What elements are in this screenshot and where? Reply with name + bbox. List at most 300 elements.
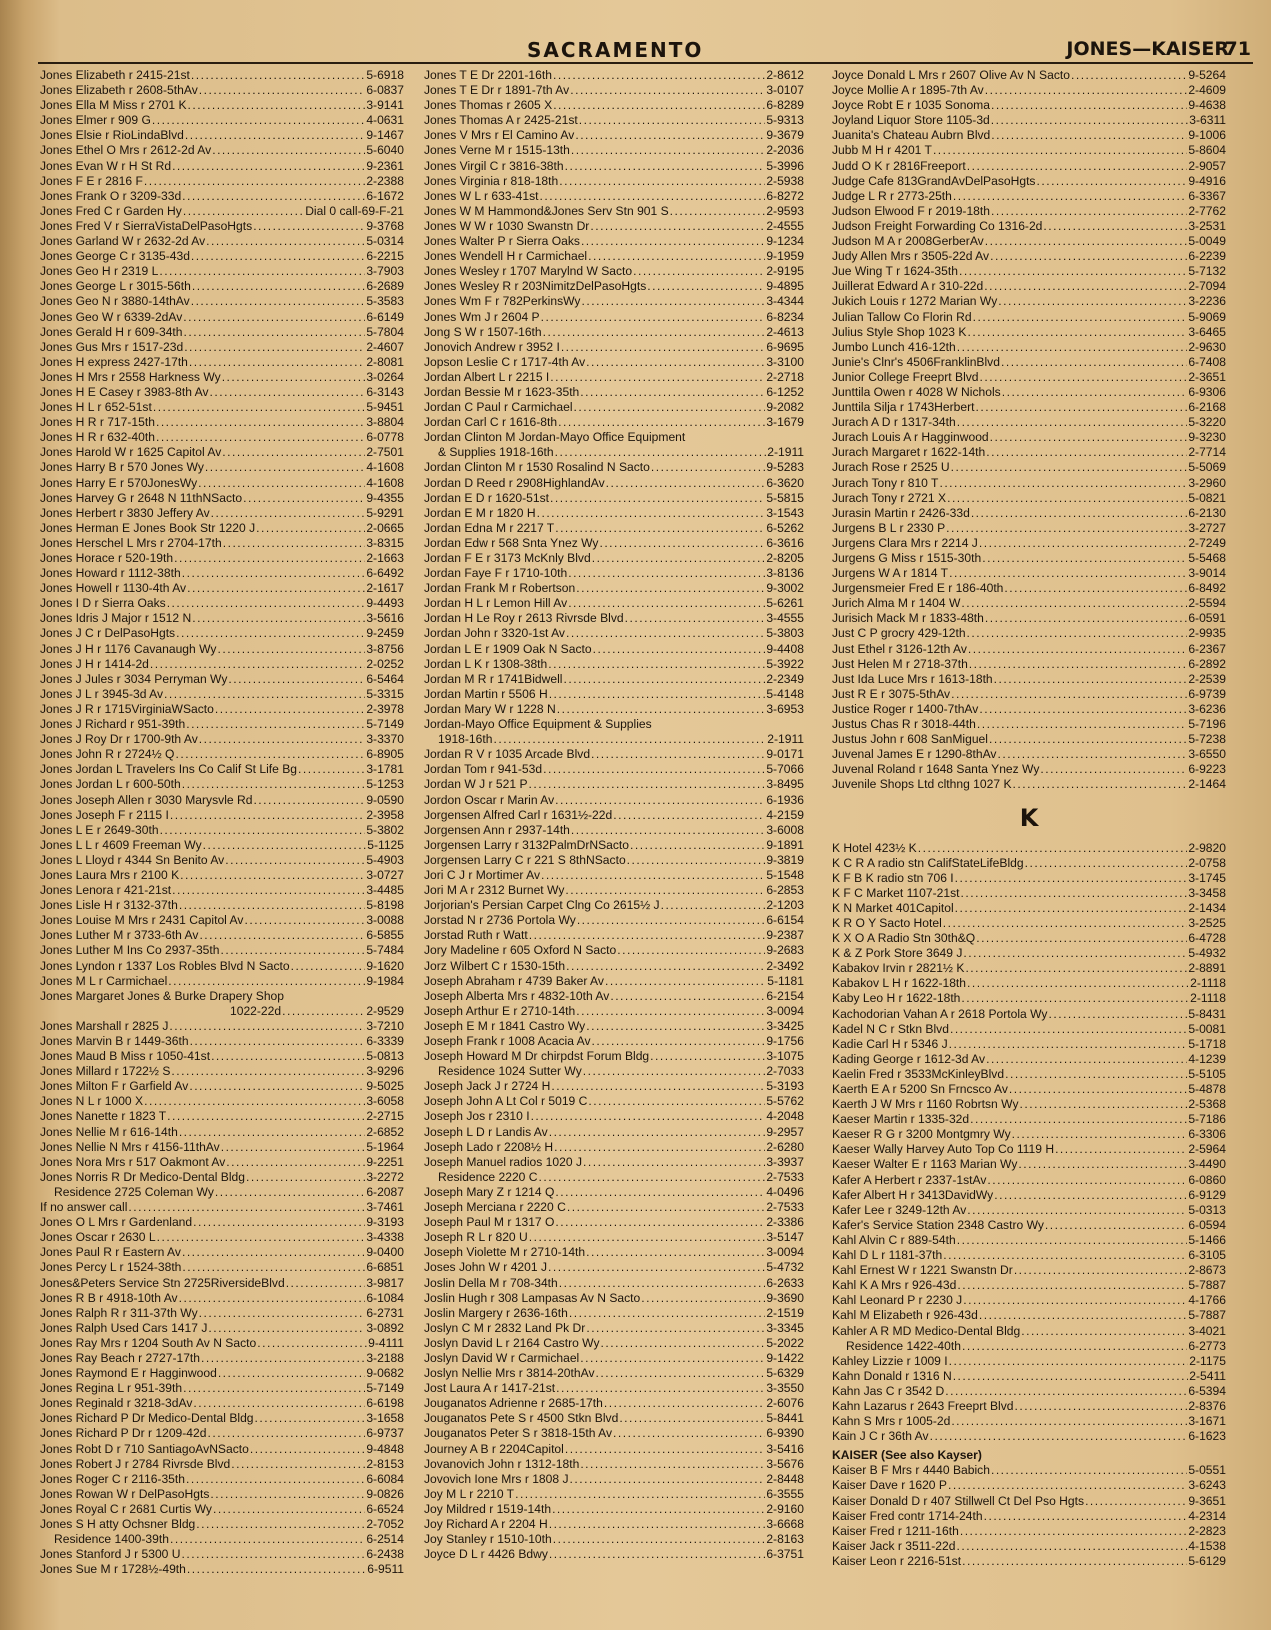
leader-dots bbox=[568, 566, 765, 581]
listing-name: Jones L Lloyd r 4344 Sn Benito Av bbox=[40, 852, 225, 867]
listing-name: Just R E r 3075-5thAv bbox=[832, 686, 951, 701]
listing-name: Jones Geo H r 2319 L bbox=[40, 264, 159, 279]
listing-phone: 9-4638 bbox=[1188, 98, 1226, 113]
listing-phone: 6-3367 bbox=[1188, 188, 1226, 203]
page-header bbox=[40, 38, 1251, 64]
listing-entry bbox=[832, 1188, 1226, 1203]
listing-phone: 6-2154 bbox=[766, 988, 804, 1003]
listing-phone: 5-3996 bbox=[766, 158, 804, 173]
listing-entry bbox=[424, 808, 804, 823]
listing-entry bbox=[424, 1547, 804, 1562]
leader-dots bbox=[930, 1429, 1188, 1444]
listing-phone: 3-0727 bbox=[366, 867, 404, 882]
leader-dots bbox=[1071, 68, 1187, 83]
listing-entry bbox=[40, 959, 404, 974]
listing-phone: 9-4895 bbox=[766, 279, 804, 294]
listing-entry bbox=[424, 113, 804, 128]
listing-name: Jones Reginald r 3218-3dAv bbox=[40, 1396, 193, 1411]
listing-name: K N Market 401Capitol bbox=[832, 900, 954, 915]
listing-entry bbox=[424, 566, 804, 581]
listing-entry bbox=[424, 853, 804, 868]
listing-phone: 3-2727 bbox=[1188, 520, 1226, 535]
leader-dots bbox=[559, 174, 765, 189]
listing-phone: 3-8804 bbox=[366, 415, 404, 430]
listing-name: Jones Oscar r 2630 L bbox=[40, 1230, 156, 1245]
leader-dots bbox=[189, 1079, 365, 1094]
leader-dots bbox=[599, 536, 765, 551]
listing-phone: 5-2022 bbox=[766, 1335, 804, 1350]
listing-name: Jones Royal C r 2681 Curtis Wy bbox=[40, 1501, 212, 1516]
listing-name: Jones Roger C r 2116-35th bbox=[40, 1471, 185, 1486]
listing-phone: 6-8272 bbox=[766, 188, 804, 203]
listing-name: Jordan H L r Lemon Hill Av bbox=[424, 596, 568, 611]
directory-column-3 bbox=[832, 68, 1226, 1628]
listing-phone: 5-1181 bbox=[767, 973, 804, 988]
listing-phone: 6-0594 bbox=[1188, 1217, 1226, 1232]
leader-dots bbox=[168, 974, 365, 989]
leader-dots bbox=[191, 68, 365, 83]
listing-phone: 6-6524 bbox=[366, 1501, 404, 1516]
listing-phone: 5-6129 bbox=[1188, 1553, 1226, 1568]
listing-phone: 9-2459 bbox=[366, 626, 404, 641]
listing-phone: 3-6668 bbox=[766, 1517, 804, 1531]
listing-phone: 9-3193 bbox=[366, 1215, 404, 1230]
leader-dots bbox=[1015, 1399, 1188, 1414]
leader-dots bbox=[957, 1278, 1187, 1293]
listing-entry bbox=[832, 1539, 1226, 1554]
leader-dots bbox=[150, 657, 365, 672]
listing-name: Just Ethel r 3126-12th Av bbox=[832, 641, 967, 656]
leader-dots bbox=[633, 264, 765, 279]
leader-dots bbox=[613, 1426, 765, 1441]
leader-dots bbox=[601, 1336, 766, 1351]
leader-dots bbox=[1055, 1142, 1187, 1157]
listing-phone: 3-8136 bbox=[766, 566, 804, 581]
listing-phone: 2-0665 bbox=[366, 520, 404, 535]
leader-dots bbox=[1005, 1067, 1187, 1082]
leader-dots bbox=[540, 189, 766, 204]
listing-phone: 6-1623 bbox=[1188, 1429, 1226, 1444]
leader-dots bbox=[211, 506, 366, 521]
listing-phone: 6-9739 bbox=[1188, 686, 1226, 701]
listing-phone: 5-7484 bbox=[366, 943, 404, 958]
listing-entry bbox=[424, 626, 804, 641]
listing-name: Kaeser Wally Harvey Auto Top Co 1119 H bbox=[832, 1142, 1055, 1157]
listing-name: Just C P grocry 429-12th bbox=[832, 626, 966, 641]
listing-name: Jones M L r Carmichael bbox=[40, 973, 168, 988]
leader-dots bbox=[549, 1517, 766, 1532]
listing-phone: 2-2388 bbox=[366, 173, 404, 188]
listing-entry bbox=[424, 68, 804, 83]
listing-entry bbox=[832, 1494, 1226, 1509]
leader-dots bbox=[574, 400, 766, 415]
listing-phone: 3-1658 bbox=[366, 1411, 404, 1426]
listing-phone: 6-6149 bbox=[366, 309, 404, 324]
leader-dots bbox=[985, 83, 1188, 98]
listing-name: Jurach A D r 1317-34th bbox=[832, 415, 956, 430]
listing-entry bbox=[832, 355, 1226, 370]
listing-name: Kahl Alvin C r 889-54th bbox=[832, 1232, 956, 1247]
listing-phone: 6-2087 bbox=[366, 1184, 404, 1199]
listing-entry bbox=[832, 1233, 1226, 1248]
listing-entry bbox=[832, 1082, 1226, 1097]
listing-entry bbox=[40, 1487, 404, 1502]
listing-name: Jori M A r 2312 Burnet Wy bbox=[424, 883, 565, 898]
listing-entry bbox=[424, 913, 804, 928]
listing-entry bbox=[424, 385, 804, 400]
listing-phone: 5-1964 bbox=[366, 1139, 404, 1154]
listing-entry bbox=[832, 536, 1226, 551]
listing-phone: 5-8604 bbox=[1188, 143, 1226, 158]
listing-phone: 9-0171 bbox=[766, 747, 804, 762]
listing-phone: 2-3958 bbox=[366, 807, 404, 822]
listing-name: Jurgens W A r 1814 T bbox=[832, 566, 949, 581]
listing-name: Jones Elizabeth r 2415-21st bbox=[40, 68, 190, 82]
leader-dots bbox=[172, 883, 365, 898]
listing-phone: 3-9141 bbox=[366, 98, 404, 113]
listing-entry bbox=[40, 974, 404, 989]
listing-entry bbox=[424, 1517, 804, 1532]
section-letter: K bbox=[1019, 803, 1039, 832]
listing-name: Jones Margaret Jones & Burke Drapery Shop bbox=[40, 988, 285, 1003]
listing-name: Jovanovich John r 1312-18th bbox=[424, 1456, 580, 1471]
listing-entry bbox=[40, 808, 404, 823]
leader-dots bbox=[256, 521, 365, 536]
listing-name: Jordan Bessie M r 1623-35th bbox=[424, 384, 580, 399]
listing-phone: 2-8153 bbox=[366, 1456, 404, 1471]
listing-phone: 2-2539 bbox=[1188, 671, 1226, 686]
leader-dots bbox=[211, 1049, 365, 1064]
listing-phone: 9-2082 bbox=[766, 400, 804, 415]
listing-name: Kadel N C r Stkn Blvd bbox=[832, 1021, 949, 1036]
listing-phone: 5-5105 bbox=[1188, 1066, 1226, 1081]
listing-name: Kahley Lizzie r 1009 I bbox=[832, 1353, 948, 1368]
listing-entry bbox=[832, 143, 1226, 158]
listing-name: Jones Regina L r 951-39th bbox=[40, 1381, 183, 1396]
listing-name: Residence 2220 C bbox=[438, 1169, 538, 1184]
listing-phone: 6-2438 bbox=[366, 1547, 404, 1562]
leader-dots bbox=[580, 385, 765, 400]
listing-entry bbox=[832, 1022, 1226, 1037]
listing-phone: 9-4408 bbox=[766, 641, 804, 656]
leader-dots bbox=[541, 868, 765, 883]
listing-entry bbox=[40, 294, 404, 309]
listing-phone: 9-2683 bbox=[766, 943, 804, 958]
listing-name: Jue Wing T r 1624-35th bbox=[832, 264, 958, 279]
listing-name: Julius Style Shop 1023 K bbox=[832, 324, 967, 339]
listing-name: Jones Stanford J r 5300 U bbox=[40, 1547, 181, 1562]
listing-name: Jones J Roy Dr r 1700-9th Av bbox=[40, 732, 198, 747]
listing-phone: 6-3339 bbox=[366, 1034, 404, 1048]
leader-dots bbox=[192, 611, 365, 626]
listing-name: Junttila Silja r 1743Herbert bbox=[832, 400, 975, 415]
listing-name: Joseph Mary Z r 1214 Q bbox=[424, 1184, 555, 1199]
listing-name: Jurisich Mack M r 1833-48th bbox=[832, 611, 984, 626]
listing-entry bbox=[40, 1064, 404, 1079]
leader-dots bbox=[1045, 1218, 1187, 1233]
listing-phone: 5-5762 bbox=[766, 1094, 804, 1109]
listing-entry bbox=[424, 762, 804, 777]
listing-entry bbox=[40, 1200, 404, 1215]
listing-entry bbox=[424, 1140, 804, 1155]
leader-dots bbox=[588, 1094, 765, 1109]
listing-entry bbox=[424, 174, 804, 189]
leader-dots bbox=[579, 113, 766, 128]
leader-dots bbox=[967, 626, 1188, 641]
listing-phone: 2-1911 bbox=[767, 445, 804, 460]
leader-dots bbox=[583, 1064, 766, 1079]
listing-phone: 3-1679 bbox=[766, 415, 804, 430]
listing-phone: 9-4111 bbox=[368, 1335, 404, 1350]
listing-entry bbox=[40, 732, 404, 747]
listing-entry bbox=[424, 1260, 804, 1275]
listing-entry bbox=[832, 159, 1226, 174]
listing-phone: 9-1620 bbox=[366, 958, 404, 973]
leader-dots bbox=[967, 976, 1189, 991]
listing-name: Jones Lisle H r 3132-37th bbox=[40, 898, 178, 913]
listing-name: Jones H R r 717-15th bbox=[40, 415, 155, 430]
listing-phone: 3-0094 bbox=[766, 1003, 804, 1018]
leader-dots bbox=[253, 219, 365, 234]
leader-dots bbox=[183, 310, 365, 325]
listing-name: Jones&Peters Service Stn 2725RiversideBlvd bbox=[40, 1275, 285, 1290]
listing-phone: 3-2236 bbox=[1188, 294, 1226, 309]
leader-dots bbox=[160, 823, 366, 838]
listing-phone: 2-9630 bbox=[1188, 339, 1226, 354]
listing-phone: 9-4916 bbox=[1188, 173, 1226, 188]
leader-dots bbox=[187, 581, 365, 596]
listing-phone: 2-9057 bbox=[1188, 158, 1226, 173]
listing-phone: 6-3143 bbox=[366, 384, 404, 399]
listing-entry bbox=[424, 189, 804, 204]
listing-entry bbox=[832, 234, 1226, 249]
listing-entry bbox=[40, 536, 404, 551]
leader-dots bbox=[199, 1306, 366, 1321]
leader-dots bbox=[570, 83, 765, 98]
listing-phone: 2-4607 bbox=[366, 339, 404, 354]
listing-entry bbox=[424, 1109, 804, 1124]
listing-name: Jones Harvey G r 2648 N 11thNSacto bbox=[40, 490, 243, 505]
listing-entry bbox=[424, 657, 804, 672]
listing-name: Jorjorian's Persian Carpet Clng Co 2615½ J bbox=[424, 898, 660, 913]
leader-dots bbox=[949, 1354, 1189, 1369]
leader-dots bbox=[169, 1019, 365, 1034]
listing-name: Jones V Mrs r El Camino Av bbox=[424, 128, 575, 143]
listing-phone: 2-8891 bbox=[1188, 961, 1226, 976]
listing-name: KAISER (See also Kayser) bbox=[832, 1448, 982, 1463]
listing-phone: 6-0591 bbox=[1188, 611, 1226, 626]
listing-entry bbox=[424, 687, 804, 702]
listing-phone: 3-6058 bbox=[366, 1094, 404, 1109]
leader-dots bbox=[255, 1411, 366, 1426]
listing-phone: 5-4932 bbox=[1188, 946, 1226, 961]
listing-name: Jorstad Ruth r Watt bbox=[424, 928, 528, 943]
listing-phone: 6-2689 bbox=[366, 279, 404, 294]
leader-dots bbox=[590, 219, 765, 234]
listing-phone: 3-4555 bbox=[766, 611, 804, 626]
listing-entry bbox=[40, 551, 404, 566]
leader-dots bbox=[199, 83, 366, 98]
leader-dots bbox=[957, 1233, 1188, 1248]
listing-name: Jordan Edw r 568 Snta Ynez Wy bbox=[424, 535, 599, 550]
listing-entry bbox=[424, 415, 804, 430]
listing-name: Jones Percy L r 1524-38th bbox=[40, 1260, 182, 1275]
leader-dots bbox=[581, 294, 765, 309]
leader-dots bbox=[515, 1487, 765, 1502]
listing-name: Jory Madeline r 605 Oxford N Sacto bbox=[424, 943, 617, 958]
listing-phone: 6-9695 bbox=[766, 339, 804, 354]
listing-phone: 6-6492 bbox=[366, 566, 404, 581]
leader-dots bbox=[592, 1034, 766, 1049]
listing-phone: 5-7149 bbox=[366, 1381, 404, 1396]
listing-name: Jones J L r 3945-3d Av bbox=[40, 686, 164, 701]
listing-entry bbox=[40, 1230, 404, 1245]
listing-phone: 5-0049 bbox=[1188, 234, 1226, 249]
listing-entry bbox=[40, 762, 404, 777]
listing-entry bbox=[424, 1306, 804, 1321]
listing-entry bbox=[424, 777, 804, 792]
leader-dots bbox=[210, 1487, 365, 1502]
listing-name: Jones L E r 2649-30th bbox=[40, 822, 159, 837]
listing-entry bbox=[40, 838, 404, 853]
listing-name: Joyce Donald L Mrs r 2607 Olive Av N Sacto bbox=[832, 68, 1070, 82]
listing-phone: 2-3386 bbox=[766, 1215, 804, 1230]
leader-dots bbox=[543, 762, 765, 777]
listing-phone: 5-7066 bbox=[766, 762, 804, 777]
listing-entry bbox=[40, 1321, 404, 1336]
listing-name: Judy Allen Mrs r 3505-22d Av bbox=[832, 249, 990, 264]
listing-phone: 2-1663 bbox=[366, 551, 404, 565]
listing-entry bbox=[40, 1562, 404, 1577]
leader-dots bbox=[222, 370, 366, 385]
listing-name: Jordan Mary W r 1228 N bbox=[424, 701, 556, 716]
listing-entry bbox=[424, 294, 804, 309]
listing-name: Jordan E D r 1620-51st bbox=[424, 490, 550, 505]
listing-phone: 5-8198 bbox=[366, 898, 404, 913]
listing-name: Jouganatos Peter S r 3818-15th Av bbox=[424, 1426, 613, 1441]
listing-phone: 2-7052 bbox=[366, 1517, 404, 1531]
listing-name: Jones J H r 1414-2d bbox=[40, 656, 149, 671]
listing-entry bbox=[832, 626, 1226, 641]
listing-entry bbox=[832, 98, 1226, 113]
listing-entry bbox=[832, 841, 1226, 856]
listing-name: K R O Y Sacto Hotel bbox=[832, 915, 942, 930]
listing-entry bbox=[832, 916, 1226, 931]
listing-entry bbox=[40, 853, 404, 868]
leader-dots bbox=[977, 717, 1187, 732]
listing-phone: 9-3230 bbox=[1188, 430, 1226, 445]
listing-phone: 6-3616 bbox=[766, 535, 804, 550]
leader-dots bbox=[191, 294, 366, 309]
leader-dots bbox=[221, 943, 366, 958]
listing-entry bbox=[424, 1019, 804, 1034]
leader-dots bbox=[577, 913, 766, 928]
listing-phone: 2-2349 bbox=[766, 671, 804, 686]
listing-entry bbox=[424, 249, 804, 264]
listing-entry bbox=[424, 460, 804, 475]
listing-phone: 3-2531 bbox=[1188, 218, 1226, 233]
listing-name: Kahl K A Mrs r 926-43d bbox=[832, 1278, 957, 1293]
listing-phone: 3-0892 bbox=[366, 1320, 404, 1335]
leader-dots bbox=[576, 581, 765, 596]
listing-entry bbox=[40, 1547, 404, 1562]
listing-phone: 3-4344 bbox=[766, 294, 804, 309]
listing-name: Jones Robt D r 710 SantiagoAvNSacto bbox=[40, 1441, 249, 1456]
listing-phone: 2-1617 bbox=[366, 581, 404, 596]
listing-name: K F B K radio stn 706 I bbox=[832, 870, 954, 885]
listing-entry bbox=[40, 1034, 404, 1049]
leader-dots bbox=[973, 310, 1188, 325]
listing-phone: 2-7533 bbox=[766, 1200, 804, 1215]
listing-name: Jones J C r DelPasoHgts bbox=[40, 626, 176, 641]
leader-dots bbox=[969, 657, 1188, 672]
listing-name: Jones Ethel O Mrs r 2612-2d Av bbox=[40, 143, 212, 158]
listing-name: Judge L R r 2773-25th bbox=[832, 188, 952, 203]
leader-dots bbox=[998, 294, 1187, 309]
listing-name: Jones George L r 3015-56th bbox=[40, 279, 191, 294]
leader-dots bbox=[213, 1502, 365, 1517]
leader-dots bbox=[943, 1248, 1187, 1263]
leader-dots bbox=[171, 1064, 365, 1079]
leader-dots bbox=[550, 370, 765, 385]
listing-phone: 5-5468 bbox=[1188, 551, 1226, 565]
listing-entry bbox=[40, 883, 404, 898]
leader-dots bbox=[167, 1109, 365, 1124]
listing-entry bbox=[424, 732, 804, 747]
listing-entry bbox=[424, 611, 804, 626]
listing-name: Kaiser Fred r 1211-16th bbox=[832, 1523, 959, 1538]
listing-name: Jones T E Dr r 1891-7th Av bbox=[424, 83, 570, 98]
listing-entry bbox=[832, 1157, 1226, 1172]
listing-entry bbox=[424, 838, 804, 853]
listing-phone: 2-8205 bbox=[766, 551, 804, 565]
leader-dots bbox=[1004, 581, 1187, 596]
leader-dots bbox=[201, 1351, 365, 1366]
listing-entry bbox=[424, 943, 804, 958]
listing-entry bbox=[832, 1308, 1226, 1323]
listing-phone: 9-1422 bbox=[766, 1350, 804, 1365]
leader-dots bbox=[1001, 355, 1187, 370]
listing-name: Just Ida Luce Mrs r 1613-18th bbox=[832, 671, 993, 686]
listing-phone: 3-0088 bbox=[366, 913, 404, 928]
listing-name: Jordan M R r 1741Bidwell bbox=[424, 671, 563, 686]
listing-phone: 9-5264 bbox=[1188, 68, 1226, 82]
listing-name: Jones I D r Sierra Oaks bbox=[40, 596, 166, 611]
listing-phone: 3-1543 bbox=[766, 505, 804, 520]
listing-phone: 4-1608 bbox=[366, 475, 404, 490]
listing-entry bbox=[832, 400, 1226, 415]
listing-entry bbox=[424, 98, 804, 113]
leader-dots bbox=[153, 400, 366, 415]
listing-name: Kahn Lazarus r 2643 Freeprt Blvd bbox=[832, 1398, 1014, 1413]
leader-dots bbox=[651, 460, 765, 475]
listing-phone: 3-9296 bbox=[366, 1064, 404, 1079]
listing-entry bbox=[40, 1502, 404, 1517]
leader-dots bbox=[208, 1426, 366, 1441]
listing-phone: 2-5938 bbox=[766, 173, 804, 188]
listing-name: Residence 2725 Coleman Wy bbox=[54, 1184, 214, 1199]
listing-phone: 9-2361 bbox=[366, 158, 404, 173]
listing-name: Joy Stanley r 1510-10th bbox=[424, 1532, 552, 1547]
leader-dots bbox=[189, 355, 365, 370]
leader-dots bbox=[555, 445, 767, 460]
listing-phone: 2-3492 bbox=[766, 958, 804, 973]
listing-entry bbox=[832, 1339, 1226, 1354]
leader-dots bbox=[566, 626, 765, 641]
listing-entry bbox=[40, 83, 404, 98]
listing-entry bbox=[40, 159, 404, 174]
listing-phone: 6-2633 bbox=[766, 1275, 804, 1290]
